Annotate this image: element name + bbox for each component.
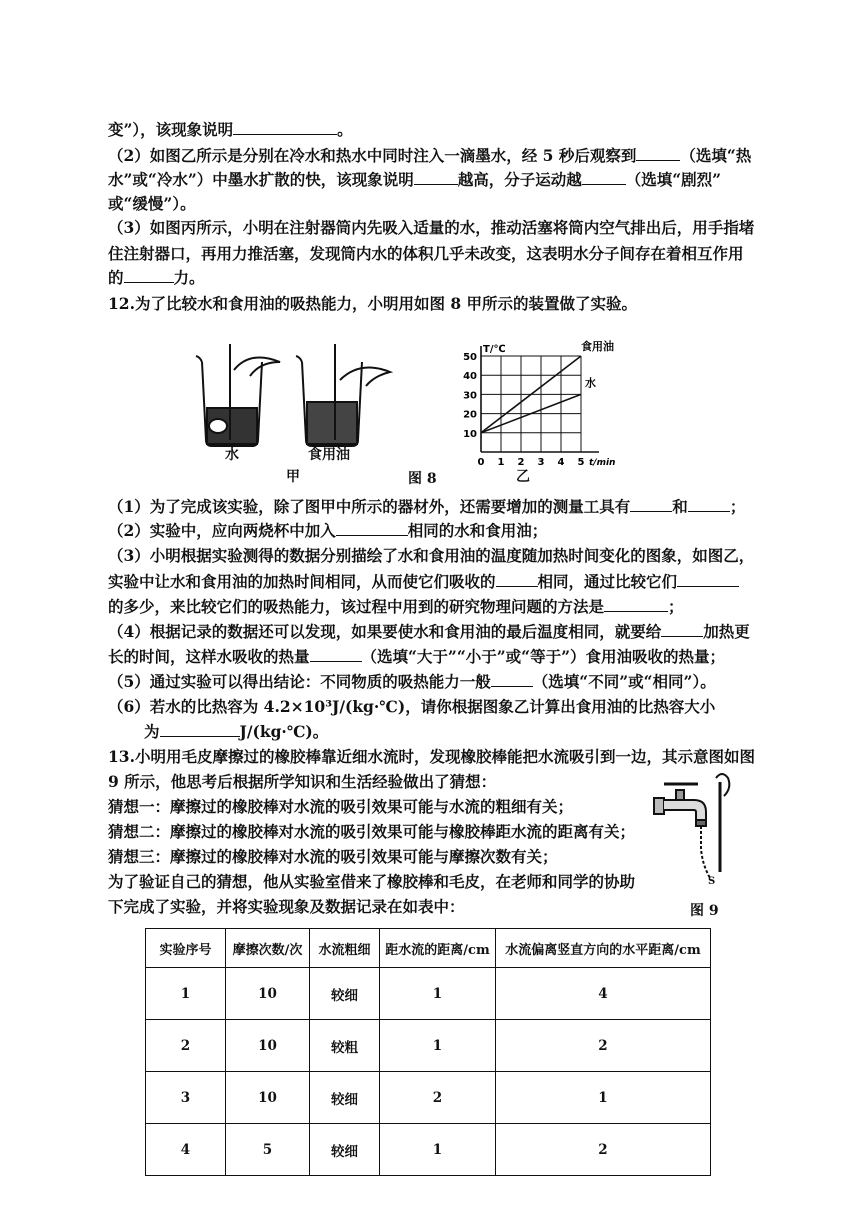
label-oil: 食用油: [308, 447, 350, 463]
cell: 5: [226, 1124, 310, 1176]
cell: 2: [380, 1072, 496, 1124]
text-line: [108, 521, 547, 541]
table-row: [146, 1124, 711, 1176]
answer-blank[interactable]: [688, 497, 730, 512]
cell: 2: [146, 1020, 226, 1072]
answer-blank[interactable]: [414, 170, 458, 185]
label-yi: 乙: [516, 469, 530, 485]
experiment-table: [145, 928, 711, 1176]
answer-blank[interactable]: [604, 597, 668, 612]
question-12: 12.为了比较水和食用油的吸热能力，小明用如图 8 甲所示的装置做了实验。: [108, 294, 638, 313]
text: （选填“不同”或“相同”）。: [532, 672, 716, 691]
text-line: （3）如图丙所示，小明在注射器筒内先吸入适量的水，推动活塞将筒内空气排出后，用手指堵: [108, 218, 755, 237]
x-tick-label: 3: [537, 457, 545, 468]
temperature-chart: [455, 340, 615, 468]
cell: 1: [380, 1124, 496, 1176]
answer-blank[interactable]: [636, 146, 680, 161]
text: （2）如图乙所示是分别在冷水和热水中同时注入一滴墨水，经 5 秒后观察到: [108, 146, 637, 165]
series-label: 水: [585, 376, 596, 390]
answer-blank[interactable]: [160, 722, 240, 737]
header-cell: 摩擦次数/次: [226, 929, 310, 968]
text: 的多少，来比较它们的吸热能力，该过程中用到的研究物理问题的方法是: [108, 597, 605, 616]
faucet-figure: [650, 768, 745, 890]
text: 相同，通过比较它们: [537, 572, 678, 591]
water-beaker: [196, 344, 280, 446]
answer-blank[interactable]: [677, 572, 739, 587]
x-tick-label: 1: [497, 457, 505, 468]
text-line: [108, 622, 750, 642]
text-line: 9 所示，他思考后根据所学知识和生活经验做出了猜想：: [108, 772, 497, 791]
text-line: [108, 597, 684, 617]
header-cell: 距水流的距离/cm: [380, 929, 496, 968]
text-line: [108, 268, 205, 288]
answer-blank[interactable]: [491, 672, 533, 687]
text-line: [108, 672, 716, 692]
x-axis-label: t/min: [589, 458, 615, 468]
text: （选填“大于”“小于”或“等于”）食用油吸收的热量；: [361, 647, 726, 666]
text-line: [144, 722, 328, 742]
cell: 较细: [310, 1072, 380, 1124]
text-line: 为了验证自己的猜想，他从实验室借来了橡胶棒和毛皮，在老师和同学的协助: [108, 872, 636, 891]
x-tick-label: 5: [577, 457, 585, 468]
question-13: 13.小明用毛皮摩擦过的橡胶棒靠近细水流时，发现橡胶棒能把水流吸引到一边，其示意图如图: [108, 747, 755, 766]
text: 实验中让水和食用油的加热时间相同，从而使它们吸收的: [108, 572, 496, 591]
text: 。: [337, 120, 353, 139]
cell: 4: [146, 1124, 226, 1176]
answer-blank[interactable]: [233, 120, 337, 135]
y-tick-label: 10: [463, 428, 477, 440]
label-jia: 甲: [286, 469, 300, 485]
figure-9-caption: 图 9: [690, 903, 719, 919]
text: 的: [108, 268, 124, 287]
x-tick-label: 2: [517, 457, 525, 468]
guess-3: 猜想三：摩擦过的橡胶棒对水流的吸引效果可能与摩擦次数有关；: [108, 847, 558, 866]
cell: 1: [496, 1072, 711, 1124]
y-tick-label: 30: [463, 390, 477, 402]
answer-blank[interactable]: [336, 521, 408, 536]
cell: 1: [380, 968, 496, 1020]
x-tick-label: 4: [557, 457, 565, 468]
text: 水”或“冷水”）中墨水扩散的快，该现象说明: [108, 170, 414, 189]
text: 和: [672, 497, 688, 516]
answer-blank[interactable]: [310, 647, 362, 662]
x-tick-label: 0: [477, 457, 485, 468]
text: 加热更: [703, 622, 750, 641]
figure-8-caption: 图 8: [408, 471, 437, 487]
cell: 1: [380, 1020, 496, 1072]
table-row: [146, 1072, 711, 1124]
oil-beaker: [296, 344, 390, 446]
header-cell: 实验序号: [146, 929, 226, 968]
cell: 10: [226, 1072, 310, 1124]
label-water: 水: [225, 447, 239, 463]
text-line: 住注射器口，再用力推活塞，发现筒内水的体积几乎未改变，这表明水分子间存在着相互作用: [108, 244, 744, 263]
text: J/(kg·℃)。: [239, 722, 329, 741]
answer-blank[interactable]: [630, 497, 672, 512]
guess-1: 猜想一：摩擦过的橡胶棒对水流的吸引效果可能与水流的粗细有关；: [108, 797, 574, 816]
cell: 较粗: [310, 1020, 380, 1072]
text: 越高，分子运动越: [457, 170, 582, 189]
text: （选填“热: [680, 146, 752, 165]
y-tick-label: 20: [463, 409, 477, 421]
cell: 较细: [310, 1124, 380, 1176]
series-label: 食用油: [581, 340, 614, 353]
text: 长的时间，这样水吸收的热量: [108, 647, 310, 666]
answer-blank[interactable]: [661, 622, 703, 637]
text: （4）根据记录的数据还可以发现，如果要使水和食用油的最后温度相同，就要给: [108, 622, 662, 641]
cell: 较细: [310, 968, 380, 1020]
table-header-row: [146, 929, 711, 968]
answer-blank[interactable]: [582, 170, 626, 185]
y-axis-label: T/℃: [483, 344, 506, 355]
cell: 2: [496, 1124, 711, 1176]
header-cell: 水流偏离竖直方向的水平距离/cm: [496, 929, 711, 968]
text-line: 下完成了实验，并将实验现象及数据记录在如表中：: [108, 897, 465, 916]
text: 力。: [173, 268, 205, 287]
text-line: （3）小明根据实验测得的数据分别描绘了水和食用油的温度随加热时间变化的图象，如图乙，: [108, 546, 755, 565]
cell: 10: [226, 968, 310, 1020]
cell: 10: [226, 1020, 310, 1072]
text: （5）通过实验可以得出结论：不同物质的吸热能力一般: [108, 672, 491, 691]
guess-2: 猜想二：摩擦过的橡胶棒对水流的吸引效果可能与橡胶棒距水流的距离有关；: [108, 822, 636, 841]
text-line: [108, 497, 745, 517]
text: ；: [729, 497, 746, 516]
text-line: （6）若水的比热容为 4.2×10³J/(kg·℃)，请你根据图象乙计算出食用油的比热容大小: [108, 697, 716, 716]
y-tick-label: 50: [463, 352, 477, 363]
y-tick-label: 40: [463, 371, 477, 383]
text: 为: [144, 722, 160, 741]
text: 变”），该现象说明: [108, 120, 234, 139]
table-row: [146, 1020, 711, 1072]
answer-blank[interactable]: [124, 268, 174, 283]
cell: 3: [146, 1072, 226, 1124]
text-line: 或“缓慢”）。: [108, 194, 196, 213]
cell: 4: [496, 968, 711, 1020]
cell: 1: [146, 968, 226, 1020]
text: 相同的水和食用油；: [407, 521, 548, 540]
cell: 2: [496, 1020, 711, 1072]
beakers-figure: [190, 340, 400, 470]
table-row: [146, 968, 711, 1020]
text: （选填“剧烈”: [625, 170, 722, 189]
answer-blank[interactable]: [496, 572, 538, 587]
text: （2）实验中，应向两烧杯中加入: [108, 521, 336, 540]
text-line: [108, 572, 739, 592]
text-line: [108, 146, 751, 166]
text-line: [108, 120, 353, 140]
text-line: [108, 647, 725, 667]
s-label: S: [708, 876, 716, 887]
text-line: [108, 170, 721, 190]
text: （1）为了完成该实验，除了图甲中所示的器材外，还需要增加的测量工具有: [108, 497, 631, 516]
text: ；: [668, 597, 684, 616]
header-cell: 水流粗细: [310, 929, 380, 968]
